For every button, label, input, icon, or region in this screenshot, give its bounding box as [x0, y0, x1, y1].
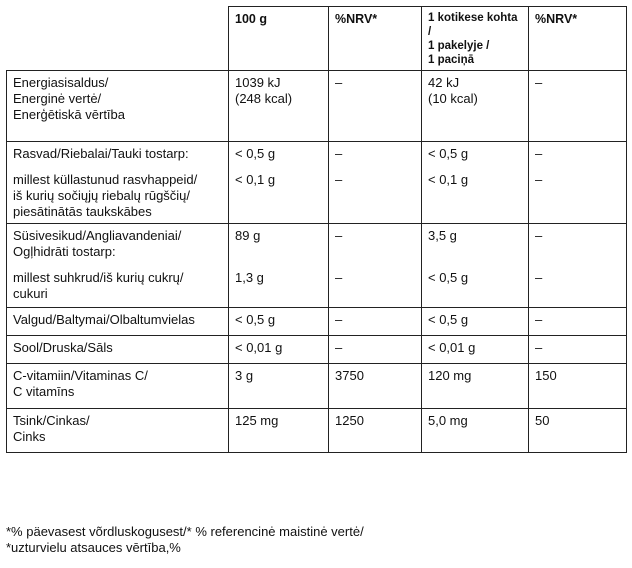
- nrv-per-100g: –: [329, 336, 422, 364]
- table-header-row: [7, 7, 627, 71]
- table-row-saturates: [7, 166, 627, 224]
- table-row-sugars: [7, 264, 627, 308]
- nrv-per-100g: –: [329, 71, 422, 142]
- value-per-pack: 5,0 mg: [422, 409, 529, 453]
- row-label: Valgud/Baltymai/Olbaltumvielas: [7, 308, 229, 336]
- table-row-energy: [7, 71, 627, 142]
- row-label: Rasvad/Riebalai/Tauki tostarp:: [7, 142, 229, 167]
- value-per-pack: < 0,5 g: [422, 264, 529, 308]
- row-label: Süsivesikud/Angliavandeniai/ Ogļhidrāti tostarp:: [7, 224, 229, 265]
- header-nrv-per-100g: %NRV*: [329, 7, 422, 71]
- value-per-pack: 42 kJ (10 kcal): [422, 71, 529, 142]
- table-row-zinc: [7, 409, 627, 453]
- header-per-pack: 1 kotikese kohta / 1 pakelyje / 1 paciņā: [422, 7, 529, 71]
- nrv-per-pack: –: [529, 142, 627, 167]
- table-row-vitamin-c: [7, 364, 627, 409]
- value-per-100g: < 0,5 g: [229, 142, 329, 167]
- nrv-per-100g: –: [329, 308, 422, 336]
- value-per-pack: 3,5 g: [422, 224, 529, 265]
- row-label: Tsink/Cinkas/ Cinks: [7, 409, 229, 453]
- table-row-carbohydrate: [7, 224, 627, 265]
- nrv-per-pack: –: [529, 71, 627, 142]
- value-per-pack: < 0,1 g: [422, 166, 529, 224]
- nrv-per-pack: 50: [529, 409, 627, 453]
- row-label: millest suhkrud/iš kurių cukrų/ cukuri: [7, 264, 229, 308]
- value-per-pack: < 0,5 g: [422, 308, 529, 336]
- nrv-per-100g: –: [329, 224, 422, 265]
- value-per-pack: < 0,5 g: [422, 142, 529, 167]
- value-per-100g: 125 mg: [229, 409, 329, 453]
- nrv-per-100g: 1250: [329, 409, 422, 453]
- table-row-salt: [7, 336, 627, 364]
- nrv-per-pack: 150: [529, 364, 627, 409]
- value-per-100g: 89 g: [229, 224, 329, 265]
- table-row-fat: [7, 142, 627, 167]
- nrv-per-100g: –: [329, 264, 422, 308]
- value-per-pack: 120 mg: [422, 364, 529, 409]
- header-nrv-per-pack: %NRV*: [529, 7, 627, 71]
- nrv-per-pack: –: [529, 166, 627, 224]
- value-per-100g: 1039 kJ (248 kcal): [229, 71, 329, 142]
- nrv-per-pack: –: [529, 336, 627, 364]
- nutrition-table-container: [6, 6, 626, 453]
- value-per-100g: < 0,1 g: [229, 166, 329, 224]
- nrv-per-100g: –: [329, 142, 422, 167]
- nrv-footnote: *% päevasest võrdluskogusest/* % referencinė maistinė vertė/ *uzturvielu atsauces vērtība,%: [6, 524, 364, 555]
- header-per-100g: 100 g: [229, 7, 329, 71]
- row-label: Energiasisaldus/ Energinė vertė/ Enerģētiskā vērtība: [7, 71, 229, 142]
- row-label: Sool/Druska/Sāls: [7, 336, 229, 364]
- table-row-protein: [7, 308, 627, 336]
- nutrition-table: [6, 6, 627, 453]
- value-per-100g: < 0,01 g: [229, 336, 329, 364]
- value-per-100g: 3 g: [229, 364, 329, 409]
- nrv-per-pack: –: [529, 224, 627, 265]
- value-per-100g: < 0,5 g: [229, 308, 329, 336]
- row-label: millest küllastunud rasvhappeid/ iš kurių sočiųjų riebalų rūgščių/ piesātinātās taukskābes: [7, 166, 229, 224]
- value-per-100g: 1,3 g: [229, 264, 329, 308]
- header-empty-cell: [7, 7, 229, 71]
- row-label: C-vitamiin/Vitaminas C/ C vitamīns: [7, 364, 229, 409]
- nrv-per-pack: –: [529, 264, 627, 308]
- nrv-per-100g: –: [329, 166, 422, 224]
- nrv-per-100g: 3750: [329, 364, 422, 409]
- value-per-pack: < 0,01 g: [422, 336, 529, 364]
- nrv-per-pack: –: [529, 308, 627, 336]
